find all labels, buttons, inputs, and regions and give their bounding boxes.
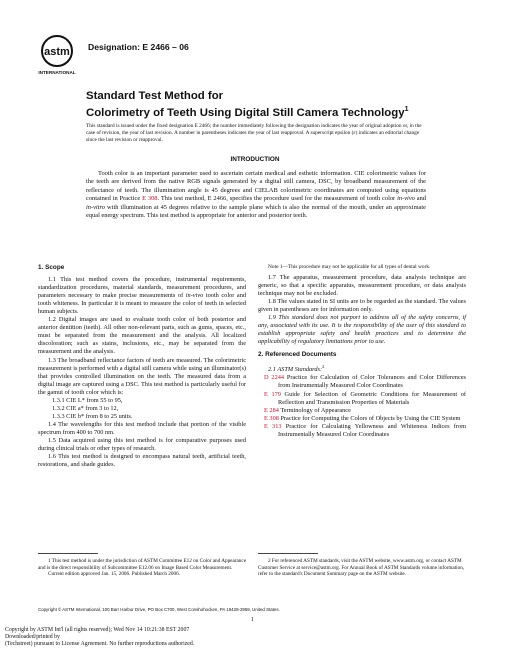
- title-line-2: [86, 103, 408, 120]
- left-column: [38, 264, 246, 469]
- note-1: Note 1—This procedure may not be applicable for all types of dental work.: [268, 264, 431, 270]
- right-column: [258, 264, 466, 439]
- document-title: [86, 90, 408, 120]
- copyright-line: Copyright © ASTM International, 100 Barr Harbor Drive, PO Box C700, West Conshohocken, PA 19428-2959, United States.: [38, 607, 280, 612]
- footnote-1-text: 1 This test method is under the jurisdiction of ASTM Committee E12 on Color and Appearance and is the direct responsibility of Subcommittee E12.06 on Image Based Color Measurement.: [38, 558, 247, 571]
- title-line-1: Standard Test Method for: [86, 90, 224, 102]
- download-footer: [5, 627, 194, 649]
- reference-link[interactable]: E 308: [264, 414, 279, 422]
- para-1-4: 1.4 The wavelengths for this test method include that portion of the visible spectrum from 400 to 700 nm.: [38, 420, 246, 436]
- reference-link[interactable]: E 284: [264, 406, 279, 414]
- reference-list: [258, 374, 466, 438]
- title-main: Colorimetry of Teeth Using Digital Still Camera Technology: [86, 106, 405, 119]
- para-1-3-3: 1.3.3 CIE b* from 8 to 25 units.: [52, 412, 133, 420]
- para-1-2: 1.2 Digital images are used to evaluate tooth color of both posterior and anterior dentition (teeth). All other non-relevant parts, such as gums, spaces, etc., must be separated from the measurement and the analysis. All localized discoloration; such as stains, inclusions, etc., may be separated from the measurement and the analysis.: [38, 316, 246, 356]
- para-1-3-1: 1.3.1 CIE L* from 55 to 95,: [52, 396, 123, 404]
- reference-item: E 284 Terminology of Appearance: [264, 406, 351, 414]
- designation: Designation: E 2466 – 06: [88, 42, 189, 52]
- reference-item: D 2244 Practice for Calculation of Color Tolerances and Color Differences from Instrumentally Measured Color Coordinates: [264, 374, 466, 390]
- introduction-text: Tooth color is an important parameter used to ascertain certain medical and esthetic information. CIE colorimetric values for the teeth are derived from the native RGB signals generated by a digital still camera, DSC, by broadband measurement of the reflectance of teeth. The illumination angle is 45 degrees and CIELAB colorimetric coordinates are computed using equations contained in Practice E 308. This test method, E 2466, specifies the procedure used for the measurement of tooth color in-vivo and in-vitro with illumination at 45 degrees relative to the sample plane which is also the normal of the mouth, under an approximate equal energy spectrum. This test method is appropriate for anterior and posterior teeth.: [86, 170, 426, 220]
- para-1-7: 1.7 The apparatus, measurement procedure, data analysis technique are generic, so that a specific apparatus, measurement procedure, or data analysis technique may not be excluded.: [258, 273, 466, 297]
- reference-item: E 308 Practice for Computing the Colors of Objects by Using the CIE System: [264, 414, 461, 422]
- footnote-divider-left: [38, 553, 98, 554]
- reference-link[interactable]: D 2244: [264, 374, 285, 382]
- reference-item: E 313 Practice for Calculating Yellowness and Whiteness Indices from Instrumentally Measured Color Coordinates: [264, 422, 467, 438]
- para-1-3-2: 1.3.2 CIE a* from 3 to 12,: [52, 404, 119, 412]
- introduction-heading: INTRODUCTION: [230, 156, 280, 163]
- para-2-1: 2.1 ASTM Standards:$^2$: [268, 364, 325, 374]
- footnote-2: [258, 558, 466, 578]
- para-1-1: 1.1 This test method covers the procedure, instrumental requirements, standardization procedures, material standards, measurement procedures, and parameters necessary to make precise measurements of in-vivo tooth color and tooth whiteness. In particular it is meant to measure the color of teeth in selected human subjects.: [38, 276, 246, 316]
- para-1-3: 1.3 The broadband reflectance factors of teeth are measured. The colorimetric measurement is performed with a digital still camera while using an illuminator(s) that provides controlled illumination on the teeth. The measured data from a digital image are captured using a DSC. This test method is particularly useful for the gamut of tooth color which is:: [38, 356, 246, 396]
- reference-item: E 179 Guide for Selection of Geometric Conditions for Measurement of Reflection and Transmission Properties of Materials: [264, 390, 466, 406]
- reference-link[interactable]: E 313: [264, 422, 282, 430]
- astm-logo: [38, 34, 76, 76]
- link-e308[interactable]: E 308: [142, 195, 158, 203]
- footnote-1: [38, 558, 246, 578]
- title-footnote-mark: 1: [404, 106, 409, 113]
- reference-link[interactable]: E 179: [264, 390, 281, 398]
- para-1-9: 1.9 This standard does not purport to address all of the safety concerns, if any, associated with its use. It is the responsibility of the user of this standard to establish appropriate safety and health practices and to determine the applicability of regulatory limitations prior to use.: [258, 314, 466, 346]
- footnote-2-text: 2 For referenced ASTM standards, visit the ASTM website, www.astm.org, or contact ASTM Customer Service at service@astm.org. For Annual Book of ASTM Standards volume information, refer to the standard's Document Summary page on the ASTM website.: [258, 558, 465, 578]
- para-1-5: 1.5 Data acquired using this test method is for comparative purposes used during clinical trials or other types of research.: [38, 436, 246, 453]
- referenced-documents-heading: 2. Referenced Documents: [258, 351, 337, 359]
- svg-text:astm: astm: [44, 46, 70, 58]
- footer-line-1: Copyright by ASTM Int'l (all rights reserved); Wed Nov 14 10:21:38 EST 2007: [5, 627, 190, 633]
- para-1-8: 1.8 The values stated in SI units are to be regarded as the standard. The values given in parentheses are for information only.: [258, 297, 466, 313]
- para-1-6: 1.6 This test method is designed to encompass natural teeth, artificial teeth, restorations, and shade guides.: [38, 453, 246, 469]
- logo-text: INTERNATIONAL: [38, 70, 76, 75]
- footer-line-2: Downloaded/printed by: [5, 634, 60, 641]
- page-number: 1: [251, 617, 254, 623]
- issue-note: This standard is issued under the fixed designation E 2466; the number immediately following the designation indicates the year of original adoption or, in the case of revision, the year of last revision. A number in parentheses indicates the year of last reapproval. A superscript epsilon (ε) indicates an editorial change since the last revision or reapproval.: [86, 123, 422, 143]
- footer-line-3: (Techstreet) pursuant to License Agreement. No further reproductions authorized.: [5, 641, 195, 648]
- footnote-divider-right: [258, 553, 318, 554]
- scope-heading: 1. Scope: [38, 264, 65, 271]
- footnote-1-edition: Current edition approved Jan. 15, 2006. Published March 2006.: [48, 571, 180, 578]
